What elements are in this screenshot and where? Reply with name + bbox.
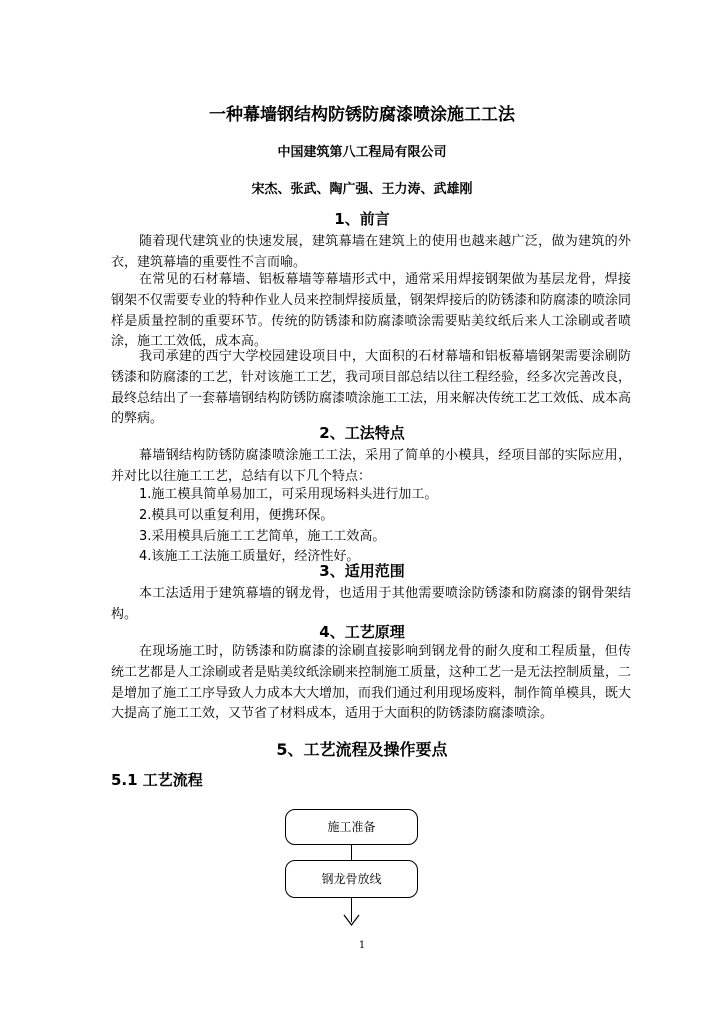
page-number: 1 bbox=[358, 940, 366, 951]
section-2-intro: 幕墙钢结构防锈防腐漆喷涂施工工法，采用了简单的小模具，经项目部的实际应用，并对比以往施工工艺，总结有以下几个特点： bbox=[111, 448, 631, 484]
flow-step-layout: 钢龙骨放线 bbox=[285, 860, 418, 898]
list-item: 3.采用模具后施工工艺简单，施工工效高。 bbox=[139, 528, 386, 544]
section-5-heading: 5、工艺流程及操作要点 bbox=[276, 740, 448, 759]
flow-step-preparation: 施工准备 bbox=[285, 809, 418, 845]
organization: 中国建筑第八工程局有限公司 bbox=[277, 145, 447, 160]
section-1-paragraph-2: 在常见的石材幕墙、铝板幕墙等幕墙形式中，通常采用焊接钢架做为基层龙骨，焊接钢架不仅需要专业的特种作业人员来控制焊接质量，钢架焊接后的防锈漆和防腐漆的喷涂同样是质量控制的重要环节。传统的防锈漆和防腐漆喷涂需要贴美纹纸后来人工涂刷或者喷涂，施工工效低，成本高。 bbox=[111, 272, 632, 350]
list-item: 2.模具可以重复利用，便携环保。 bbox=[139, 507, 334, 523]
section-1-paragraph-3: 我司承建的西宁大学校园建设项目中，大面积的石材幕墙和铝板幕墙钢架需要涂刷防锈漆和防腐漆的工艺，针对该施工工艺，我司项目部总结以往工程经验，经多次完善改良，最终总结出了一套幕墙钢结构防锈防腐漆喷涂施工工法，用来解决传统工艺工效低、成本高的弊病。 bbox=[111, 349, 632, 427]
document-title: 一种幕墙钢结构防锈防腐漆喷涂施工工法 bbox=[209, 105, 515, 125]
flow-arrow-down-icon bbox=[343, 914, 360, 927]
section-3-paragraph: 本工法适用于建筑幕墙的钢龙骨，也适用于其他需要喷涂防锈漆和防腐漆的钢骨架结构。 bbox=[111, 586, 631, 622]
feature-list bbox=[139, 485, 437, 568]
section-4-heading: 4、工艺原理 bbox=[319, 623, 405, 641]
section-1-heading: 1、前言 bbox=[334, 210, 390, 228]
section-2-heading: 2、工法特点 bbox=[319, 424, 405, 442]
flow-connector bbox=[351, 845, 352, 860]
section-5-1-heading: 5.1 工艺流程 bbox=[111, 771, 203, 789]
section-1-paragraph-1: 随着现代建筑业的快速发展，建筑幕墙在建筑上的使用也越来越广泛，做为建筑的外衣，建筑幕墙的重要性不言而喻。 bbox=[111, 234, 631, 270]
section-4-paragraph: 在现场施工时，防锈漆和防腐漆的涂刷直接影响到钢龙骨的耐久度和工程质量，但传统工艺都是人工涂刷或者是贴美纹纸涂刷来控制施工质量，这种工艺一是无法控制质量，二是增加了施工工序导致人力成本大大增加，而我们通过利用现场废料，制作简单模具，既大大提高了施工工效，又节省了材料成本，适用于大面积的防锈漆防腐漆喷涂。 bbox=[111, 644, 632, 722]
authors: 宋杰、张武、陶广强、王力涛、武雄刚 bbox=[251, 182, 473, 197]
list-item: 1.施工模具简单易加工，可采用现场料头进行加工。 bbox=[139, 487, 438, 502]
section-3-heading: 3、适用范围 bbox=[319, 562, 405, 580]
list-item: 4.该施工工法施工质量好，经济性好。 bbox=[139, 549, 360, 565]
